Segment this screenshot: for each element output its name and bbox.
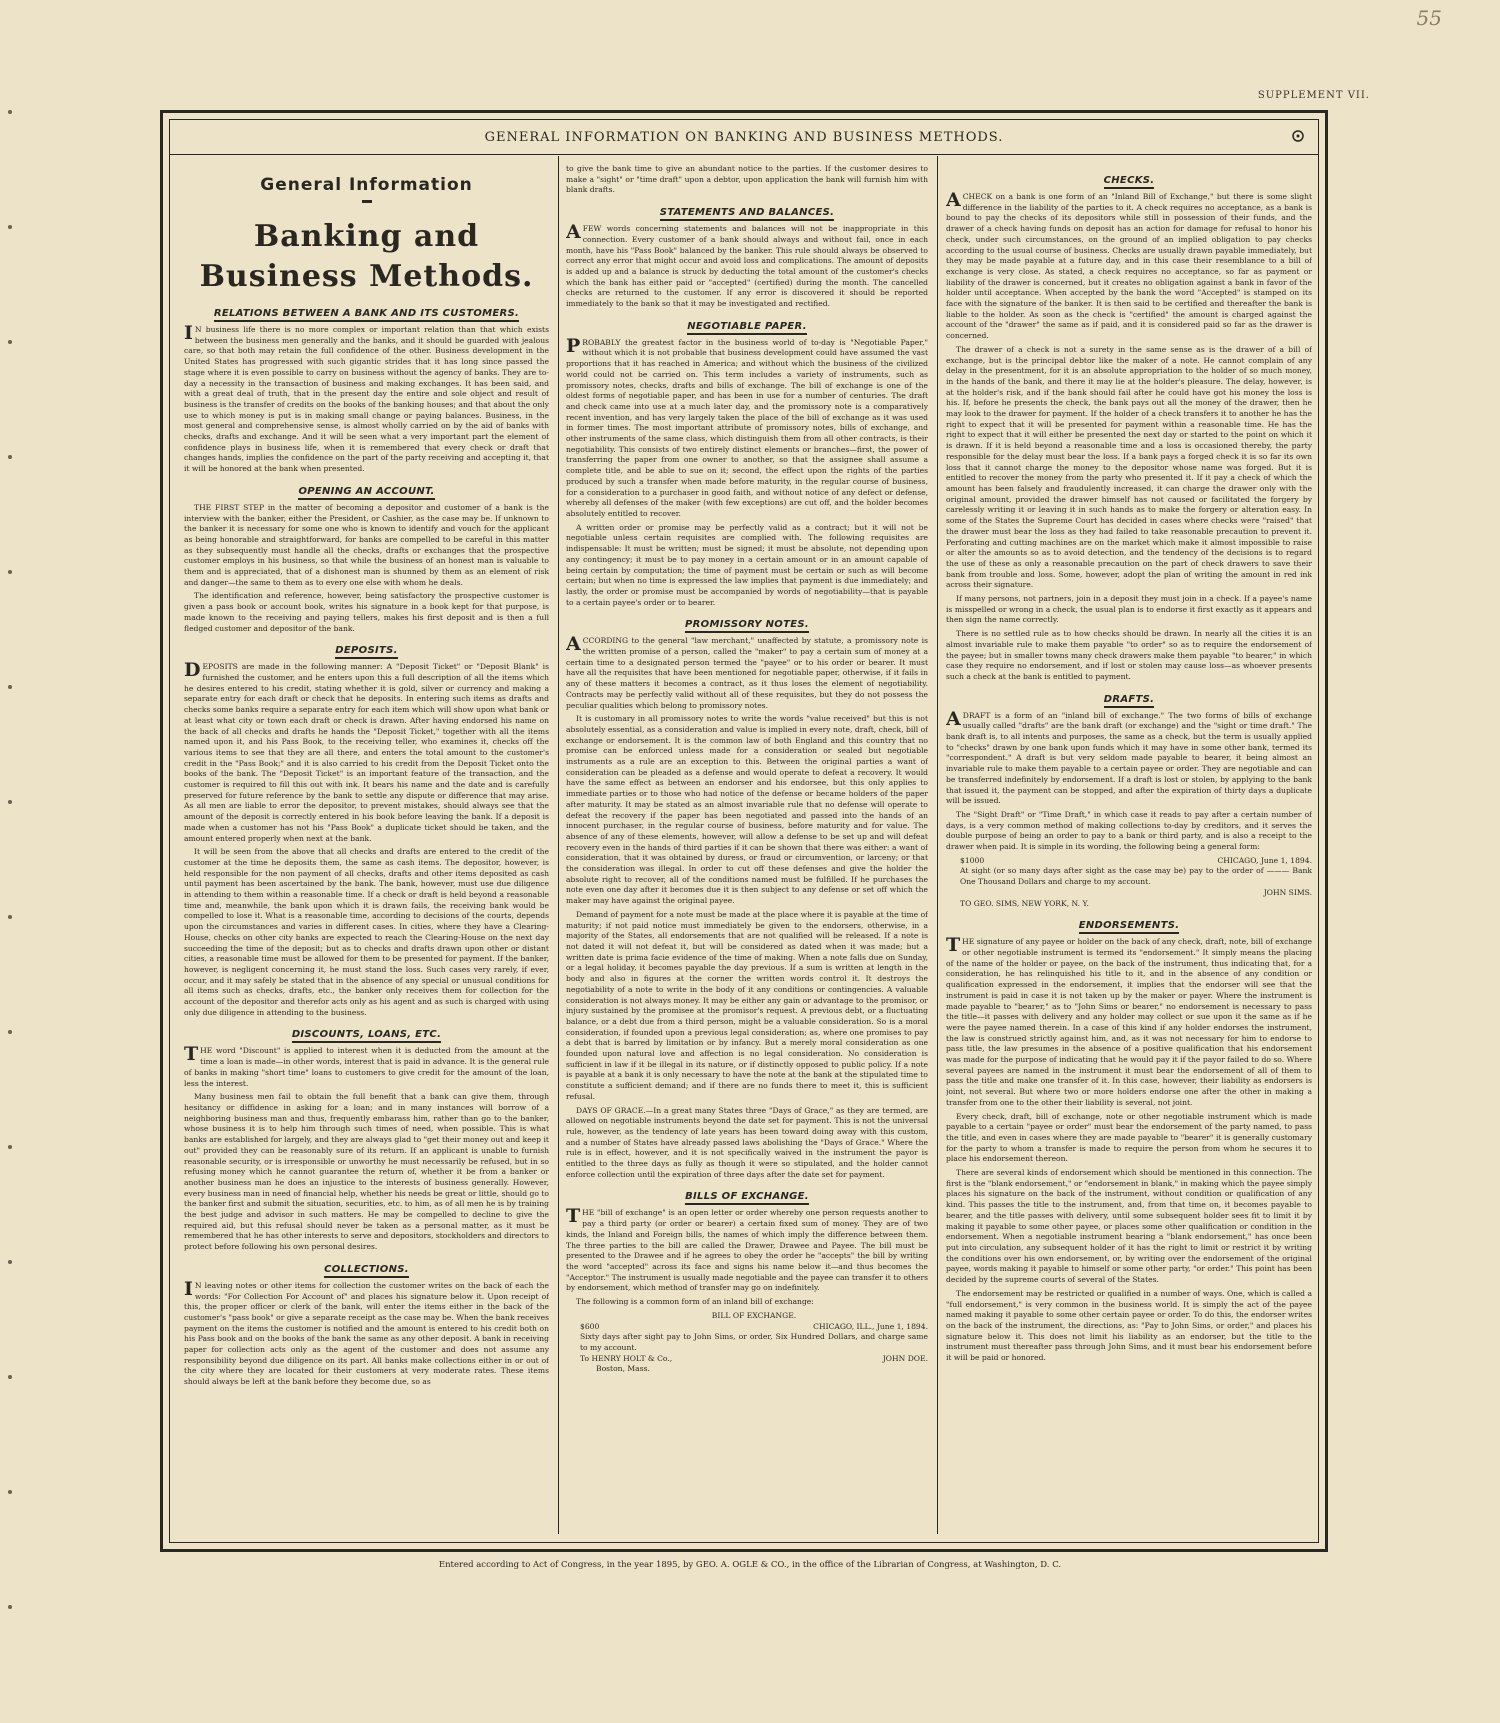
heading-relations: RELATIONS BETWEEN A BANK AND ITS CUSTOMERS. (184, 307, 549, 320)
heading-negotiable-paper: NEGOTIABLE PAPER. (566, 320, 928, 333)
page-frame (160, 110, 1328, 1552)
title-dash (362, 200, 372, 203)
paragraph: It is customary in all promissory notes to write the words "value received" but this is not absolutely essential, as a consideration and value is implied in every note, draft, check, bill of exchange or endorsement. It is the common law of both England and this country that no promise can be enforced unless made for a consideration or sealed but negotiable instruments as a rule are an exception to this. Between the original parties a want of consideration can be pleaded as a defense and would operate to defeat a recovery. It would have the same effect as between an endorser and his endorsee, but this only applies to immediate parties or to those who had notice of the defense or became holders of the paper after maturity. It may be stated as an almost invariable rule that no defense will operate to defeat the recovery if the paper has been negotiated and passed into the hands of an innocent purchaser, in the regular course of business, before maturity and for value. The absence of any of these elements, however, will allow a defense to be set up and will defeat recovery even in the hands of third parties if it can be shown that there was either: a want of consideration, that it was obtained by duress, or fraud or circumvention, or larceny; or that the consideration was illegal. In order to cut off these defenses and give the holder the absolute right to recover, all of the conditions named must be fulfilled. If he purchases the note even one day after it becomes due it is then subject to any defense or set off which the maker may have against the original payee. (566, 714, 928, 906)
paragraph: THE signature of any payee or holder on the back of any check, draft, note, bill of exchange or other negotiable instrument is termed its "endorsement." It simply means the placing of the name of the holder or payee, on the back of the instrument, thus indicating that, for a consideration, he has relinquished his title to it, and in the absence of any condition or qualification expressed in the endorsement, it implies that the endorser will see that the instrument is paid in case it is not taken up by the maker or payer. Where the instrument is made payable to "bearer," as to "John Sims or bearer," no endorsement is necessary to pass the title—it passes with delivery and any holder may collect or sue upon it the same as if he were the payee named therein. In a case of this kind if any holder endorses the instrument, the law is construed strictly against him, and, as it was not necessary for him to endorse to pass title, the law presumes in the absence of a positive qualification that his endorsement was made for the purpose of indicating that he would pay it if the payor failed to do so. Where several payees are named in the instrument it must bear the endorsement of all of them to pass the title and make one transfer of it. In this case, however, their liability as endorsers is joint, not several. But where two or more holders endorse one after the other in making a transfer from one to the other their liability is several, not joint. (946, 934, 1312, 1107)
paragraph: A written order or promise may be perfectly valid as a contract; but it will not be negotiable unless certain requisites are complied with. The following requisites are indispensable: It must be written; must be signed; it must be absolute, not depending upon any contingency; it must be to pay money in a certain amount or in an amount capable of being certain by computation; the time of payment must be certain or such as will become certain; but when no time is expressed the law implies that payment is due immediately; and lastly, the order or promise must be accompanied by words of negotiability—that is payable to a certain payee's order or to bearer. (566, 522, 928, 607)
paragraph: It will be seen from the above that all checks and drafts are entered to the credit of the customer at the time he deposits them, the same as cash items. The depositor, however, is held responsible for the non payment of all checks, drafts and other items deposited as cash until payment has been ascertained by the bank. The bank, however, must use due diligence in attending to them within a reasonable time. If a check or draft is held beyond a reasonable time and, meanwhile, the bank upon which it is drawn fails, the receiving bank would be compelled to lose it. What is a reasonable time, according to decisions of the courts, depends upon the circumstances and varies in different cases. In cities, where they have a Clearing-House, checks on other city banks are expected to reach the Clearing-House on the next day succeeding the time of the deposit; but as to checks and drafts drawn upon other or distant cities, a reasonable time must be allowed for them to be presented for payment. If the banker, however, is negligent concerning it, he must stand the loss. Such cases very rarely, if ever, occur, and it may safely be stated that in the absence of any special or unusual conditions for all items such as checks, drafts, etc., the banker only receives them for collection for the account of the depositor and therefor acts only as his agent and as such is charged with using only due diligence in attending to the business. (184, 847, 549, 1017)
paragraph: Many business men fail to obtain the full benefit that a bank can give them, through hesitancy or diffidence in asking for a loan; and in many instances will borrow of a neighboring business man and thus, frequently embarass him, rather than go to the banker, whose business it is to help him through such times of need, when possible. This is what banks are established for largely, and they are always glad to "get their money out and keep it out" provided they can be reasonably sure of its return. If an applicant is unable to furnish reasonable security, or is irresponsible or unworthy he must necessarily be refused, but in so refusing money which he cannot guarantee the return of, whether it be from a banker or another business man he does an injustice to the interests of business generally. However, every business man in need of financial help, whether his needs be great or little, should go to the banker first and submit the situation, securities, etc. to him, as of all men he is by training the best judge and advisor in such matters. He may be compelled to decline to give the required aid, but this refusal should never be taken as a personal matter, as it must be remembered that he has other interests to serve and depositors, stockholders and directors to protect before following his own personal desires. (184, 1092, 549, 1252)
form-amount: $1000 (960, 855, 985, 865)
paragraph: There is no settled rule as to how checks should be drawn. In nearly all the cities it is an almost invariable rule to make them payable "to order" so as to require the endorsement of the payee; but in smaller towns many check drawers make them payable "to bearer," in which case they require no endorsement, and if lost or stolen may cause loss—as whoever presents such a check at the bank is entitled to payment. (946, 629, 1312, 681)
paragraph: The drawer of a check is not a surety in the same sense as is the drawer of a bill of exchange, but is the principal debtor like the maker of a note. He cannot complain of any delay in the presentment, for it is an absolute appropriation to the holder of so much money, in the hands of the bank, and there it may lie at the holder's pleasure. The delay, however, is at the holder's risk, and if the bank should fail after he could have got his money the loss is his. If, before he presents the check, the bank pays out all the money of the drawer, then he may look to the drawer for payment. If the holder of a check transfers it to another he has the right to expect that it will be presented for payment within a reasonable time. He has the right to expect that it will either be presented the next day or started to the point on which it is drawn. If it is held beyond a reasonable time and a loss is occasioned thereby, the party responsible for the delay must bear the loss. If a bank pays a forged check it is so far its own loss that it cannot charge the money to the depositor whose name was forged. But it is entitled to recover the money from the party who presented it. If it pay a check of which the amount has been falsely and fraudulently increased, it can charge the drawer only with the original amount, provided the drawer himself has not caused or facilitated the forgery by carelessly writing it or leaving it in such hands as to make the forgery or alteration easy. In some of the States the Supreme Court has decided in cases where checks were "raised" that the drawer must bear the loss as they had failed to take reasonable precaution to prevent it. Perforating and cutting machines are on the market which make it almost impossible to raise or alter the amounts so as to avoid detection, and the tendency of the decisions is to regard the use of these as only a reasonable precaution on the part of check drawers to save their bank from trouble and loss. Some, however, adopt the plan of writing the amount in red ink across their signature. (946, 344, 1312, 590)
paragraph: Demand of payment for a note must be made at the place where it is payable at the time of maturity; if not paid notice must immediately be given to the endorsers, otherwise, in a majority of the States, all endorsements that are not qualified will be released. If a note is not dated it will not defeat it, but will be considered as dated when it was made; but a written date is prima facie evidence of the time of making. When a note falls due on Sunday, or a legal holiday, it becomes payable the day previous. If a sum is written at length in the body and also in figures at the corner the written words control it. It destroys the negotiability of a note to write in the body of it any conditions or contingencies. A valuable consideration is not always money. It may be either any gain or advantage to the promisor, or injury sustained by the promisee at the promisor's request. A previous debt, or a fluctuating balance, or a debt due from a third person, might be a valuable consideration. So is a moral consideration, if founded upon a previous legal consideration; as, where one promises to pay a debt that is barred by limitation or by infancy. But a merely moral consideration as one founded upon natural love and affection is no legal consideration. No consideration is sufficient in law if it be illegal in its nature, or if distinctly opposed to public policy. If a note is payable at a bank it is only necessary to have the note at the bank at the stipulated time to constitute a sufficient demand; and if there are no funds there to meet it, this is sufficient refusal. (566, 909, 928, 1101)
paragraph: The following is a common form of an inland bill of exchange: (576, 1297, 814, 1307)
paragraph: If many persons, not partners, join in a deposit they must join in a check. If a payee's name is misspelled or wrong in a check, the usual plan is to endorse it first exactly as it appears and then sign the name correctly. (946, 594, 1312, 625)
form-body: Sixty days after sight pay to John Sims, or order, Six Hundred Dollars, and charge same to my account. (580, 1332, 928, 1352)
heading-deposits: DEPOSITS. (184, 644, 549, 657)
draft-form (960, 856, 1312, 910)
heading-bills-of-exchange: BILLS OF EXCHANGE. (566, 1190, 928, 1203)
paragraph: The endorsement may be restricted or qualified in a number of ways. One, which is called a "full endorsement," is very common in the business world. It is simply the act of the payee named making it payable to some other certain payee or order. To do this, the endorser writes on the back of the instrument, the directions, as: "Pay to John Sims, or order," and places his signature below it. This does not limit his liability as an endorser, but the title to the instrument must thereafter pass through John Sims, and it must bear his endorsement before it will be paid or honored. (946, 1288, 1312, 1363)
column-right (946, 164, 1312, 1530)
heading-collections: COLLECTIONS. (184, 1263, 549, 1276)
form-title: BILL OF EXCHANGE. (711, 1310, 797, 1320)
paragraph: DEPOSITS are made in the following manner: A "Deposit Ticket" or "Deposit Blank" is furnished the customer, and he enters upon this a full description of all the items which he desires entered to his credit, stating whether it is gold, silver or currency and making a separate entry for each draft or check that he deposits. In entering such items as drafts and checks some banks require a separate entry for each item which will show upon what bank or at least what city or town each draft or check is drawn. After having endorsed his name on the back of all checks and drafts he hands the "Deposit Ticket," together with all the items named upon it, and his Pass Book, to the receiving teller, who examines it, checks off the various items to see that they are all there, and enters the total amount to the customer's credit in the "Pass Book;" and it is also carried to his credit from the Deposit Ticket onto the books of the bank. The "Deposit Ticket" is an important feature of the transaction, and the customer is required to fill this out with ink. It bears his name and the date and is carefully preserved for future reference by the bank to settle any dispute or difference that may arise. As all men are liable to error the depositor, to prevent mistakes, should always see that the amount of the deposit is correctly entered in his book before leaving the bank. If a deposit is made when a customer has not his "Pass Book" a duplicate ticket should be taken, and the amount entered properly when next at the bank. (184, 659, 549, 843)
paragraph: THE "bill of exchange" is an open letter or order whereby one person requests another to pay a third party (or order or bearer) a certain fixed sum of money. They are of two kinds, the Inland and Foreign bills, the names of which imply the difference between them. The three parties to the bill are called the Drawer, Drawee and Payee. The bill must be presented to the Drawee and if he agrees to obey the order he "accepts" the bill by writing the word "accepted" across its face and signs his name below it—and thus becomes the "Acceptor." The instrument is usually made negotiable and the payee can transfer it to others by endorsement, which method of transfer may go on indefinitely. (566, 1205, 928, 1293)
paragraph: ADRAFT is a form of an "inland bill of exchange." The two forms of bills of exchange usually called "drafts" are the bank draft (or exchange) and the "sight or time draft." The bank draft is, to all intents and purposes, the same as a check, but the term is usually applied to "checks" drawn by one bank upon funds which it may have in some other bank, termed its "correspondent." A draft is but very seldom made payable to bearer, it being almost an invariable rule to make them payable to a certain payee or order. They are negotiable and can be transferred indefinitely by endorsement. If a draft is lost or stolen, by applying to the bank that issued it, the payment can be stopped, and after the expiration of thirty days a duplicate will be issued. (946, 707, 1312, 806)
paragraph: Every check, draft, bill of exchange, note or other negotiable instrument which is made payable to a certain "payee or order" must bear the endorsement of the party named, to pass the title, and even in cases where they are made payable to "bearer" it is generally customary for the party to whom a transfer is made to require the person from whom he secures it to place his endorsement thereon. (946, 1111, 1312, 1164)
paragraph: The "Sight Draft" or "Time Draft," in which case it reads to pay after a certain number of days, is a very common method of making collections to-day by creditors, and it serves the double purpose of being an order to pay to a bank or third party, and is also a receipt to the drawer when paid. It is simple in its wording, the following being a general form: (946, 809, 1312, 852)
title-general-information: General Information (260, 175, 473, 195)
copyright-footer: Entered according to Act of Congress, in the year 1895, by GEO. A. OGLE & CO., in the office of the Librarian of Congress, at Washington, D. C. (438, 1560, 1062, 1570)
form-place-date: CHICAGO, ILL., June 1, 1894. (813, 1321, 928, 1331)
form-amount: $600 (580, 1321, 600, 1331)
title-banking-methods: Banking and Business Methods. (199, 219, 534, 294)
heading-opening-account: OPENING AN ACCOUNT. (184, 485, 549, 498)
heading-promissory-notes: PROMISSORY NOTES. (566, 618, 928, 631)
column-middle (566, 164, 928, 1530)
paragraph: I N leaving notes or other items for collection the customer writes on the back of each the words: "For Collection For Account of" and places his signature below it. Upon receipt of this, the proper officer or clerk of the bank, will enter the items either in the back of the customer's "pass book" or give a separate receipt as the case may be. When the bank receives payment on the items the customer is notified and the amount is entered to his credit both on his Pass book and on the books of the bank the same as any other deposit. A bank in receiving paper for collection acts only as the agent of the customer and does not assume any responsibility beyond due diligence on its part. All banks make collections either in or out of the city where they are located for their customers at very moderate rates. These items should always be left at the bank before they become due, so as (184, 1277, 549, 1387)
heading-statements: STATEMENTS AND BALANCES. (566, 206, 928, 219)
heading-drafts: DRAFTS. (946, 693, 1312, 706)
form-place-date: CHICAGO, June 1, 1894. (1217, 855, 1312, 865)
heading-discounts: DISCOUNTS, LOANS, ETC. (184, 1028, 549, 1041)
bill-of-exchange-form (580, 1311, 928, 1375)
page-header: GENERAL INFORMATION ON BANKING AND BUSINESS METHODS. (484, 129, 1004, 145)
form-to: To HENRY HOLT & Co., (580, 1353, 673, 1363)
column-left (184, 164, 549, 1530)
paragraph: PROBABLY the greatest factor in the business world of to-day is "Negotiable Paper," without which it is not probable that business development could have assumed the vast proportions that it has reached in America; and without which the business of the civilized world could not be carried on. This term includes a variety of instruments, such as promissory notes, checks, drafts and bills of exchange. The bill of exchange is one of the oldest forms of negotiable paper, and has been in use for a number of centuries. The draft and check came into use at a much later day, and the promissory note is a comparatively recent invention, and has very largely taken the place of the bill of exchange as it was used in former times. The most important attribute of promissory notes, bills of exchange, and other instruments of the same class, which distinguish them from all other contracts, is their negotiability. This consists of two entirely distinct elements or branches—first, the power of transferring the paper from one owner to another, so that the assignee shall assume a complete title, and be able to sue on it; second, the effect upon the rights of the parties produced by such a transfer when made before maturity, in the regular course of business, for a consideration to a purchaser in good faith, and without notice of any defect or defense, whereby all defenses of the maker (with few exceptions) are cut off, and the holder becomes absolutely entitled to recover. (566, 334, 928, 518)
paragraph: THE FIRST STEP in the matter of becoming a depositor and customer of a bank is the interview with the banker, either the President, or Cashier, as the case may be. If unknown to the banker it is necessary for some one who is known to identify and vouch for the applicant as being honorable and straightforward, for banks are compelled to be careful in this matter as they subsequently must handle all the checks, drafts or exchanges that the prospective customer employs in his business, so that while the business of an honest man is valuable to them and is appreciated, that of a dishonest man is shunned by them as an element of risk and danger—the same to them as to every one else with whom he deals. (184, 502, 549, 587)
heading-endorsements: ENDORSEMENTS. (946, 919, 1312, 932)
form-to: TO GEO. SIMS, NEW YORK, N. Y. (960, 898, 1089, 908)
supplement-label: SUPPLEMENT VII. (1257, 90, 1370, 101)
ornament-icon (1284, 122, 1312, 150)
paragraph: DAYS OF GRACE.—In a great many States three "Days of Grace," as they are termed, are allowed on negotiable instruments beyond the date set for payment. This is not the universal rule, however, as the tendency of late years has been toward doing away with this custom, and a number of States have already passed laws abolishing the "Days of Grace." Where the rule is in effect, however, and it is not specifically waived in the instrument the payor is entitled to the three days as fully as though it were so stipulated, and the holder cannot enforce collection until the expiration of three days after the date set for payment. (566, 1105, 928, 1179)
paragraph: I N business life there is no more complex or important relation than that which exists between the business men generally and the banks, and it should be guarded with jealous care, so that both may retain the full confidence of the other. Business development in the United States has progressed with such gigantic strides that it has long since passed the stage where it is even possible to carry on business without the agency of banks. They are to-day a necessity in the transaction of business and making exchanges. It has been said, and with a great deal of truth, that in the present day the entire and sole object and result of business is the transfer of credits on the books of the banking houses; and that about the only use to which money is put is in making small change or paying balances. Business, in the most general and comprehensive sense, is almost wholly carried on by the aid of banks with checks, drafts and exchange. And it will be seen what a very important part the element of confidence plays in business life, when it is remembered that every check or draft that changes hands, implies the confidence on the part of the party receiving and accepting it, that it will be honored at the bank when presented. (184, 322, 549, 474)
paragraph: THE word "Discount" is applied to interest when it is deducted from the amount at the time a loan is made—in other words, interest that is paid in advance. It is the general rule of banks in making "short time" loans to customers to give credit for the amount of the loan, less the interest. (184, 1043, 549, 1088)
paragraph: The identification and reference, however, being satisfactory the prospective customer is given a pass book or account book, writes his signature in a book kept for that purpose, is made known to the receiving and paying tellers, makes his first deposit and is then a full fledged customer and depositor of the bank. (184, 591, 549, 633)
heading-checks: CHECKS. (946, 174, 1312, 187)
paragraph: ACCORDING to the general "law merchant," unaffected by statute, a promissory note is the written promise of a person, called the "maker" to pay a certain sum of money at a certain time to a designated person termed the "payee" or to his order or bearer. It must have all the requisites that have been mentioned for negotiable paper, otherwise, if it fails in any of these matters it becomes a contract, as it thus loses the element of negotiability. Contracts may be perfectly valid without all of these requisites, but they do not possess the peculiar qualities which belong to promissory notes. (566, 633, 928, 710)
header-band (170, 120, 1318, 155)
binding-holes (8, 0, 16, 1723)
paragraph: to give the bank time to give an abundant notice to the parties. If the customer desires to make a "sight" or "time draft" upon a debtor, upon application the bank will furnish him with blank drafts. (566, 164, 928, 195)
form-body: At sight (or so many days after sight as the case may be) pay to the order of ——— Bank One Thousand Dollars and charge to my account. (960, 866, 1312, 887)
page-number: 55 (1416, 6, 1442, 30)
paragraph: ACHECK on a bank is one form of an "Inland Bill of Exchange," but there is some slight difference in the liability of the parties to it. A check requires no acceptance, as a bank is bound to pay the checks of its depositors while still in possession of their funds, and the drawer of a check having funds on deposit has an action for damage for refusal to honor his check, under such circumstances, on the ground of an implied obligation to pay checks according to the usual course of business. Checks are usually drawn payable immediately, but they may be made payable at a future day, and in this case their resemblance to a bill of exchange is very close. As stated, a check requires no acceptance, so far as payment or liability of the drawer is concerned, but it creates no obligation against a bank in favor of the holder until acceptance. When accepted by the bank the word "Accepted" is stamped on its face with the signature of the banker. It is then said to be certified and thereafter the bank is liable to the holder. As soon as the check is "certified" the amount is charged against the account of the "drawer" the same as if paid, and it is considered paid so far as the drawer is concerned. (946, 189, 1312, 341)
form-signature: JOHN SIMS. (1263, 887, 1312, 897)
paragraph: AFEW words concerning statements and balances will not be inappropriate in this connection. Every customer of a bank should always and without fail, once in each month, have his "Pass Book" balanced by the banker. This rule should always be observed to correct any error that might occur and avoid loss and complications. The amount of deposits is added up and a balance is struck by deducting the total amount of the customer's checks which the bank has either paid or "accepted" (certified) during the month. The cancelled checks are returned to the customer. If any error is discovered it should be reported immediately to the bank so that it may be investigated and rectified. (566, 221, 928, 309)
paragraph: There are several kinds of endorsement which should be mentioned in this connection. The first is the "blank endorsement," or "endorsement in blank," in making which the payee simply places his signature on the back of the instrument, without condition or qualification of any kind. This passes the title to the instrument, and, from that time on, it becomes payable to bearer, and the title passes with delivery, until some subsequent holder sees fit to limit it by making it payable to some other payee, or places some other qualification or condition in the endorsement. When a negotiable instrument bearing a "blank endorsement," has once been put into circulation, any subsequent holder of it has the right to limit or restrict it by writing the conditions over his own endorsement, or, by writing over the endorsement of the original payee, words making it payable to himself or some other party, "or order." This point has been decided by the supreme courts of several of the States. (946, 1168, 1312, 1285)
form-city: Boston, Mass. (596, 1364, 650, 1374)
form-signature: JOHN DOE. (882, 1353, 928, 1363)
